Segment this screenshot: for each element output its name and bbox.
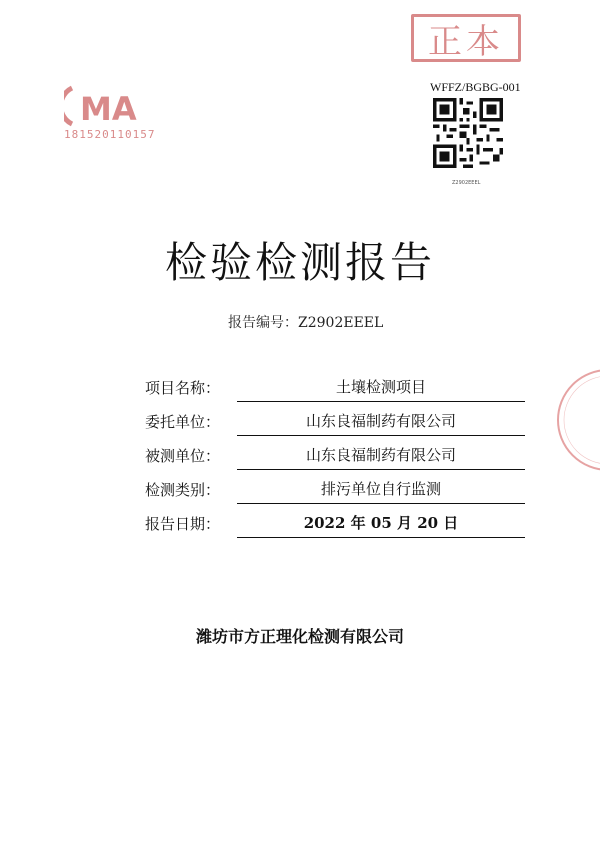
info-row-date bbox=[145, 504, 525, 538]
info-value: 山东良福制药有限公司 bbox=[237, 444, 525, 470]
info-value: 土壤检测项目 bbox=[237, 376, 525, 402]
info-value: 山东良福制药有限公司 bbox=[237, 410, 525, 436]
report-number-label: 报告编号： bbox=[228, 315, 298, 331]
info-row-project bbox=[145, 368, 525, 402]
issuing-company: 潍坊市方正理化检测有限公司 bbox=[195, 627, 404, 646]
qr-code bbox=[433, 98, 503, 168]
info-label: 检测类别： bbox=[145, 481, 221, 499]
stamp-text: 正本 bbox=[428, 21, 504, 62]
svg-text:MA: MA bbox=[80, 90, 137, 128]
info-row-category bbox=[145, 470, 525, 504]
info-label: 项目名称： bbox=[145, 379, 221, 397]
info-value: 排污单位自行监测 bbox=[237, 478, 525, 504]
original-copy-stamp bbox=[411, 14, 521, 62]
info-label: 报告日期： bbox=[145, 515, 221, 533]
document-code: WFFZ/BGBG-001 bbox=[430, 80, 521, 94]
info-value: 2022 年 05 月 20 日 bbox=[237, 512, 525, 538]
info-row-tested-unit bbox=[145, 436, 525, 470]
page-title: 检验检测报告 bbox=[164, 238, 435, 287]
info-row-client bbox=[145, 402, 525, 436]
info-label: 被测单位： bbox=[145, 447, 221, 465]
info-label: 委托单位： bbox=[145, 413, 221, 431]
cma-logo-icon bbox=[64, 84, 150, 128]
qr-caption: Z2902EEEL bbox=[452, 180, 481, 186]
report-number-value: Z2902EEEL bbox=[298, 315, 384, 331]
report-info-table bbox=[145, 368, 525, 538]
report-number bbox=[228, 312, 383, 332]
company-seal-icon bbox=[550, 365, 600, 475]
cma-number: 181520110157 bbox=[64, 128, 156, 141]
